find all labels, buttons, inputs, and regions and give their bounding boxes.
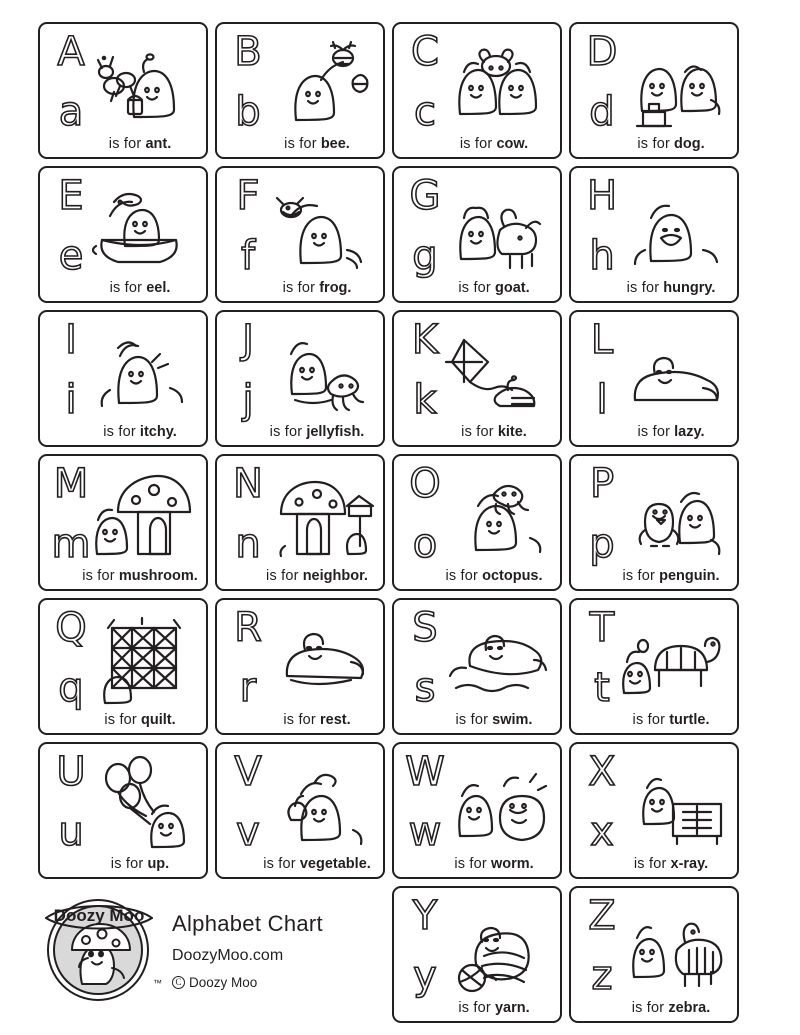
- illustration-up: [84, 748, 202, 852]
- card-caption: [40, 280, 206, 296]
- caption-prefix: is for: [458, 280, 491, 296]
- illustration-swim: [438, 604, 556, 708]
- copyright-icon: C: [172, 976, 185, 989]
- lowercase-letter: i: [65, 377, 77, 423]
- lowercase-letter: f: [240, 233, 256, 279]
- caption-word: rest.: [320, 712, 351, 728]
- uppercase-letter: I: [65, 317, 77, 363]
- illustration-rest: [261, 604, 379, 708]
- illustration-neighbor: [261, 460, 379, 564]
- card-caption: [217, 136, 383, 152]
- copyright-line: [172, 975, 323, 990]
- lowercase-letter: w: [408, 809, 442, 855]
- caption-prefix: is for: [637, 136, 670, 152]
- alphabet-card-v: [215, 742, 385, 879]
- illustration-penguin: [615, 460, 733, 564]
- caption-prefix: is for: [455, 712, 489, 728]
- lowercase-letter: m: [51, 521, 91, 567]
- caption-word: goat.: [495, 280, 530, 296]
- copyright-owner: Doozy Moo: [189, 974, 258, 990]
- lowercase-letter: b: [235, 89, 261, 135]
- illustration-worm: [438, 748, 556, 852]
- caption-word: dog.: [674, 136, 705, 152]
- caption-word: zebra.: [668, 1000, 711, 1016]
- caption-prefix: is for: [622, 568, 656, 584]
- alphabet-card-f: [215, 166, 385, 303]
- illustration-yarn: [438, 892, 556, 996]
- caption-word: mushroom.: [118, 568, 198, 584]
- lowercase-letter: s: [414, 665, 436, 711]
- caption-word: worm.: [490, 856, 534, 872]
- illustration-mushroom: [84, 460, 202, 564]
- card-caption: [394, 280, 560, 296]
- uppercase-letter: O: [409, 461, 441, 507]
- caption-prefix: is for: [633, 856, 667, 872]
- alphabet-card-p: [569, 454, 739, 591]
- lowercase-letter: d: [589, 89, 615, 135]
- lowercase-letter: z: [591, 953, 613, 999]
- alphabet-card-h: [569, 166, 739, 303]
- logo-text: Doozy Moo: [53, 906, 145, 925]
- alphabet-card-z: [569, 886, 739, 1023]
- caption-word: octopus.: [482, 568, 543, 584]
- uppercase-letter: M: [53, 461, 89, 507]
- caption-word: jellyfish.: [306, 424, 365, 440]
- caption-word: swim.: [492, 712, 533, 728]
- caption-prefix: is for: [284, 136, 317, 152]
- alphabet-card-j: [215, 310, 385, 447]
- alphabet-card-u: [38, 742, 208, 879]
- uppercase-letter: U: [56, 749, 86, 795]
- card-caption: [40, 136, 206, 152]
- caption-prefix: is for: [632, 712, 666, 728]
- illustration-cow: [438, 28, 556, 132]
- lowercase-letter: r: [239, 665, 257, 711]
- caption-prefix: is for: [458, 1000, 491, 1016]
- alphabet-card-x: [569, 742, 739, 879]
- card-caption: [571, 136, 737, 152]
- doozy-moo-logo: [38, 888, 160, 1006]
- uppercase-letter: J: [242, 317, 254, 363]
- illustration-zebra: [615, 892, 733, 996]
- card-caption: [394, 712, 560, 728]
- alphabet-card-e: [38, 166, 208, 303]
- uppercase-letter: W: [405, 749, 445, 795]
- lowercase-letter: e: [58, 233, 84, 279]
- illustration-goat: [438, 172, 556, 276]
- uppercase-letter: A: [57, 29, 85, 75]
- caption-word: ant.: [145, 136, 172, 152]
- caption-word: cow.: [496, 136, 529, 152]
- uppercase-letter: F: [236, 173, 260, 219]
- caption-word: up.: [147, 856, 170, 872]
- uppercase-letter: D: [586, 29, 618, 75]
- uppercase-letter: Y: [412, 893, 438, 939]
- uppercase-letter: L: [590, 317, 614, 363]
- lowercase-letter: j: [242, 377, 254, 423]
- lowercase-letter: x: [590, 809, 614, 855]
- alphabet-card-y: [392, 886, 562, 1023]
- card-caption: [217, 568, 383, 584]
- alphabet-card-grid: [38, 22, 770, 1023]
- lowercase-letter: t: [594, 665, 610, 711]
- illustration-ant: [84, 28, 202, 132]
- caption-word: frog.: [319, 280, 352, 296]
- illustration-bee: [261, 28, 379, 132]
- card-caption: [394, 568, 560, 584]
- card-caption: [571, 568, 737, 584]
- card-caption: [217, 424, 383, 440]
- uppercase-letter: B: [234, 29, 262, 75]
- footer-text-block: [172, 905, 323, 990]
- caption-word: kite.: [497, 424, 527, 440]
- illustration-eel: [84, 172, 202, 276]
- lowercase-letter: h: [589, 233, 615, 279]
- caption-prefix: is for: [266, 568, 299, 584]
- trademark-symbol: ™: [153, 978, 162, 988]
- alphabet-card-q: [38, 598, 208, 735]
- illustration-lazy: [615, 316, 733, 420]
- illustration-frog: [261, 172, 379, 276]
- alphabet-card-m: [38, 454, 208, 591]
- illustration-itchy: [84, 316, 202, 420]
- card-caption: [40, 424, 206, 440]
- caption-prefix: is for: [110, 856, 144, 872]
- caption-prefix: is for: [637, 424, 671, 440]
- card-caption: [571, 712, 737, 728]
- caption-word: neighbor.: [302, 568, 368, 584]
- lowercase-letter: u: [58, 809, 84, 855]
- caption-word: hungry.: [663, 280, 716, 296]
- alphabet-card-w: [392, 742, 562, 879]
- card-caption: [217, 856, 383, 872]
- card-caption: [394, 856, 560, 872]
- card-caption: [571, 856, 737, 872]
- lowercase-letter: a: [58, 89, 84, 135]
- caption-prefix: is for: [103, 424, 136, 440]
- card-caption: [40, 568, 206, 584]
- lowercase-letter: y: [413, 953, 437, 999]
- caption-word: eel.: [146, 280, 171, 296]
- caption-prefix: is for: [109, 280, 143, 296]
- uppercase-letter: R: [234, 605, 262, 651]
- illustration-turtle: [615, 604, 733, 708]
- alphabet-card-s: [392, 598, 562, 735]
- lowercase-letter: o: [412, 521, 438, 567]
- card-caption: [394, 136, 560, 152]
- caption-prefix: is for: [283, 712, 316, 728]
- caption-prefix: is for: [104, 712, 137, 728]
- uppercase-letter: Q: [55, 605, 87, 651]
- caption-word: penguin.: [659, 568, 720, 584]
- uppercase-letter: H: [586, 173, 618, 219]
- uppercase-letter: P: [589, 461, 615, 507]
- illustration-jellyfish: [261, 316, 379, 420]
- card-caption: [217, 712, 383, 728]
- lowercase-letter: p: [589, 521, 615, 567]
- caption-prefix: is for: [461, 424, 494, 440]
- card-caption: [571, 424, 737, 440]
- illustration-dog: [615, 28, 733, 132]
- uppercase-letter: E: [58, 173, 84, 219]
- caption-prefix: is for: [626, 280, 660, 296]
- uppercase-letter: C: [411, 29, 439, 75]
- card-caption: [40, 712, 206, 728]
- website-url: DoozyMoo.com: [172, 946, 284, 964]
- card-caption: [217, 280, 383, 296]
- caption-word: turtle.: [669, 712, 710, 728]
- lowercase-letter: g: [412, 233, 438, 279]
- alphabet-card-c: [392, 22, 562, 159]
- page-title: Alphabet Chart: [172, 910, 323, 936]
- illustration-quilt: [84, 604, 202, 708]
- alphabet-card-r: [215, 598, 385, 735]
- caption-prefix: is for: [459, 136, 493, 152]
- caption-word: itchy.: [139, 424, 177, 440]
- uppercase-letter: K: [411, 317, 439, 363]
- caption-prefix: is for: [269, 424, 303, 440]
- caption-prefix: is for: [82, 568, 115, 584]
- caption-word: vegetable.: [299, 856, 371, 872]
- alphabet-card-i: [38, 310, 208, 447]
- uppercase-letter: V: [234, 749, 262, 795]
- alphabet-card-l: [569, 310, 739, 447]
- uppercase-letter: X: [588, 749, 616, 795]
- chart-footer: [38, 887, 388, 1007]
- caption-word: lazy.: [674, 424, 705, 440]
- caption-prefix: is for: [108, 136, 142, 152]
- illustration-octopus: [438, 460, 556, 564]
- card-caption: [394, 1000, 560, 1016]
- alphabet-card-o: [392, 454, 562, 591]
- caption-word: quilt.: [141, 712, 176, 728]
- caption-prefix: is for: [282, 280, 316, 296]
- uppercase-letter: N: [233, 461, 263, 507]
- card-caption: [571, 280, 737, 296]
- lowercase-letter: q: [58, 665, 84, 711]
- lowercase-letter: c: [414, 89, 436, 135]
- illustration-xray: [615, 748, 733, 852]
- uppercase-letter: Z: [588, 893, 616, 939]
- card-caption: [394, 424, 560, 440]
- uppercase-letter: G: [409, 173, 441, 219]
- alphabet-card-d: [569, 22, 739, 159]
- illustration-hungry: [615, 172, 733, 276]
- illustration-vegetable: [261, 748, 379, 852]
- alphabet-card-t: [569, 598, 739, 735]
- illustration-kite: [438, 316, 556, 420]
- alphabet-card-g: [392, 166, 562, 303]
- uppercase-letter: T: [589, 605, 615, 651]
- caption-word: yarn.: [494, 1000, 530, 1016]
- alphabet-card-a: [38, 22, 208, 159]
- caption-prefix: is for: [445, 568, 479, 584]
- lowercase-letter: n: [235, 521, 261, 567]
- caption-word: bee.: [320, 136, 350, 152]
- caption-prefix: is for: [631, 1000, 665, 1016]
- lowercase-letter: k: [413, 377, 437, 423]
- lowercase-letter: l: [596, 377, 608, 423]
- alphabet-card-n: [215, 454, 385, 591]
- caption-prefix: is for: [263, 856, 296, 872]
- caption-word: x-ray.: [670, 856, 709, 872]
- alphabet-card-b: [215, 22, 385, 159]
- alphabet-card-k: [392, 310, 562, 447]
- card-caption: [40, 856, 206, 872]
- caption-prefix: is for: [454, 856, 487, 872]
- card-caption: [571, 1000, 737, 1016]
- lowercase-letter: v: [236, 809, 260, 855]
- uppercase-letter: S: [412, 605, 438, 651]
